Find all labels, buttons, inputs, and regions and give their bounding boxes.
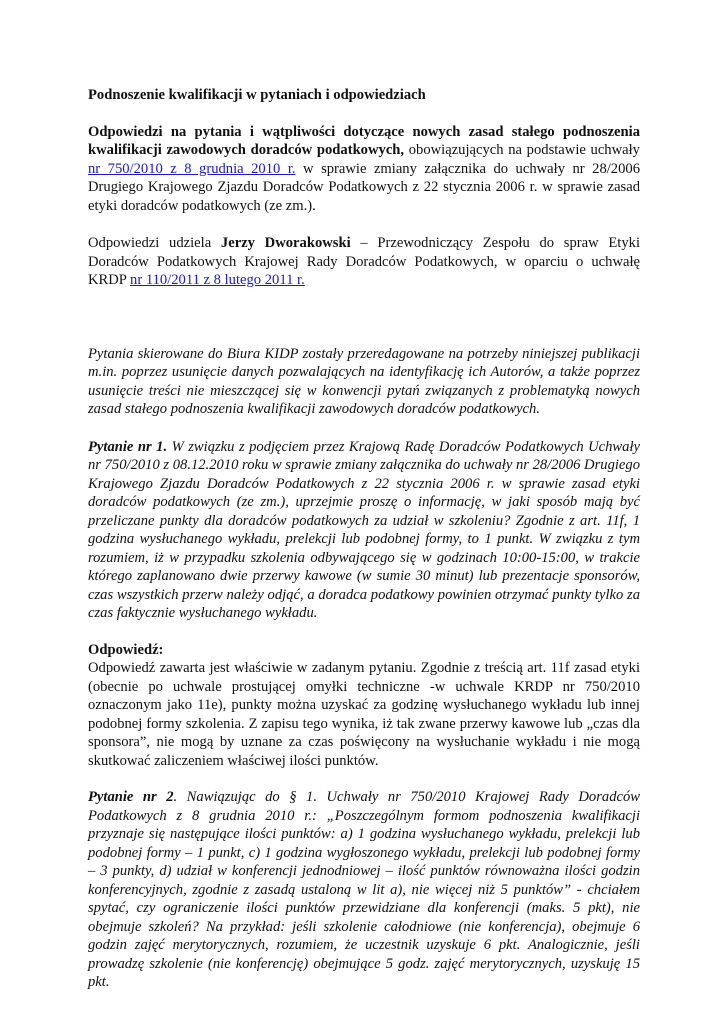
question-2-label: Pytanie nr 2 [88,789,174,805]
question-2-text: . Nawiązując do § 1. Uchwały nr 750/2010 Krajowej Rady Doradców Podatkowych z 8 grudnia 2010 r.: „Poszczególnym formom podnoszenia kwalifikacji przyznaje się następujące ilości punktów: a) 1 godzina wysłuchanego wykładu, prelekcji lub podobnej formy – 1 punkt, c) 1 godzina wygłoszonego wykładu, prelekcji lub podobnej formy – 3 punkty, d) udział w konferencji jednodniowej – ilość punktów równoważna ilości godzin konferencyjnych, zgodnie z zasadą ustaloną w lit a), nie więcej niż 5 punktów” - chciałem spytać, czy ograniczenie ilości punktów przewidziane dla konferencji (maks. 5 pkt), nie obejmuje szkoleń? Na przykład: jeśli szkolenie całodniowe (nie konferencja), obejmuje 6 godzin zajęć merytorycznych, rozumiem, że uczestnik uzyskuje 6 pkt. Analogicznie, jeśli prowadzę szkolenie (nie konferencję) obejmujące 5 godz. zajęć merytorycznych, uzyskuję 15 pkt. [88,789,640,990]
question-1 [88,438,640,623]
intro-text-1: obowiązujących na podstawie uchwały [404,142,640,158]
answered-by-text-2: – Przewodniczący Zespołu do spraw Etyki Doradców Podatkowych Krajowej Rady Doradców Podatkowych, w oparciu o uchwałę KRDP [88,235,640,288]
answerer-name: Jerzy Dworakowski [220,235,351,251]
answer-1-text: Odpowiedź zawarta jest właściwie w zadanym pytaniu. Zgodnie z treścią art. 11f zasad etyki (obecnie po uchwale prostującej omyłki techniczne -w uchwale KRDP nr 750/2010 oznaczonym jako 11e), punkty można uzyskać za godzinę wysłuchanego wykładu lub innej podobnej formy szkolenia. Z zapisu tego wynika, iż tak zwane przerwy kawowe lub „czas dla sponsora”, nie mogą by uznane za czas poświęcony na wysłuchanie wykładu i nie mogą skutkować zaliczeniem właściwej ilości punktów. [88,660,640,769]
document-title: Podnoszenie kwalifikacji w pytaniach i odpowiedziach [88,87,426,103]
intro-paragraph [88,123,640,216]
intro-bold-lead: Odpowiedzi na pytania i wątpliwości dotyczące nowych zasad stałego podnoszenia kwalifikacji zawodowych doradców podatkowych, [88,123,640,158]
intro-text-2: w sprawie zmiany załącznika do uchwały nr 28/2006 Drugiego Krajowego Zjazdu Doradców Podatkowych z 22 stycznia 2006 r. w sprawie zasad etyki doradców podatkowych (ze zm.). [88,160,640,214]
resolution-750-link[interactable]: nr 750/2010 z 8 grudnia 2010 r. [88,160,296,177]
answered-by-paragraph [88,234,640,290]
question-1-label: Pytanie nr 1. [88,438,168,455]
resolution-110-link[interactable]: nr 110/2011 z 8 lutego 2011 r. [130,272,305,288]
editorial-note: Pytania skierowane do Biura KIDP zostały przeredagowane na potrzeby niniejszej publikacji m.in. poprzez usunięcie danych pozwalających na identyfikację ich Autorów, a także poprzez usunięcie treści nie mieszczącej się w konwencji pytań związanych z problematyką nowych zasad stałego podnoszenia kwalifikacji zawodowych doradców podatkowych. [88,345,640,417]
spacer [88,308,640,345]
document-page [88,86,640,1010]
question-1-text: W związku z podjęciem przez Krajową Radę Doradców Podatkowych Uchwały nr 750/2010 z 08.12.2010 roku w sprawie zmiany załącznika do uchwały nr 28/2006 Drugiego Krajowego Zjazdu Doradców Podatkowych z 22 stycznia 2006 r. w sprawie zasad etyki doradców podatkowych (ze zm.), uprzejmie proszę o informację, w jaki sposób mają być przeliczane punkty dla doradców podatkowych za udział w szkoleniu? Zgodnie z art. 11f, 1 godzina wysłuchanego wykładu, prelekcji lub podobnej formy, to 1 punkt. W związku z tym rozumiem, iż w przypadku szkolenia odbywającego się w godzinach 10:00-15:00, w trakcie którego zaplanowano dwie przerwy kawowe (w sumie 30 minut) lub prezentacje sponsorów, czas wszystkich przerw należy odjąć, a doradca podatkowy powinien otrzymać punkty tylko za czas faktycznie wysłuchanego wykładu. [88,438,640,621]
answered-by-text-1: Odpowiedzi udziela [88,235,221,251]
answer-1-heading: Odpowiedź: [88,641,164,658]
question-2 [88,788,640,992]
